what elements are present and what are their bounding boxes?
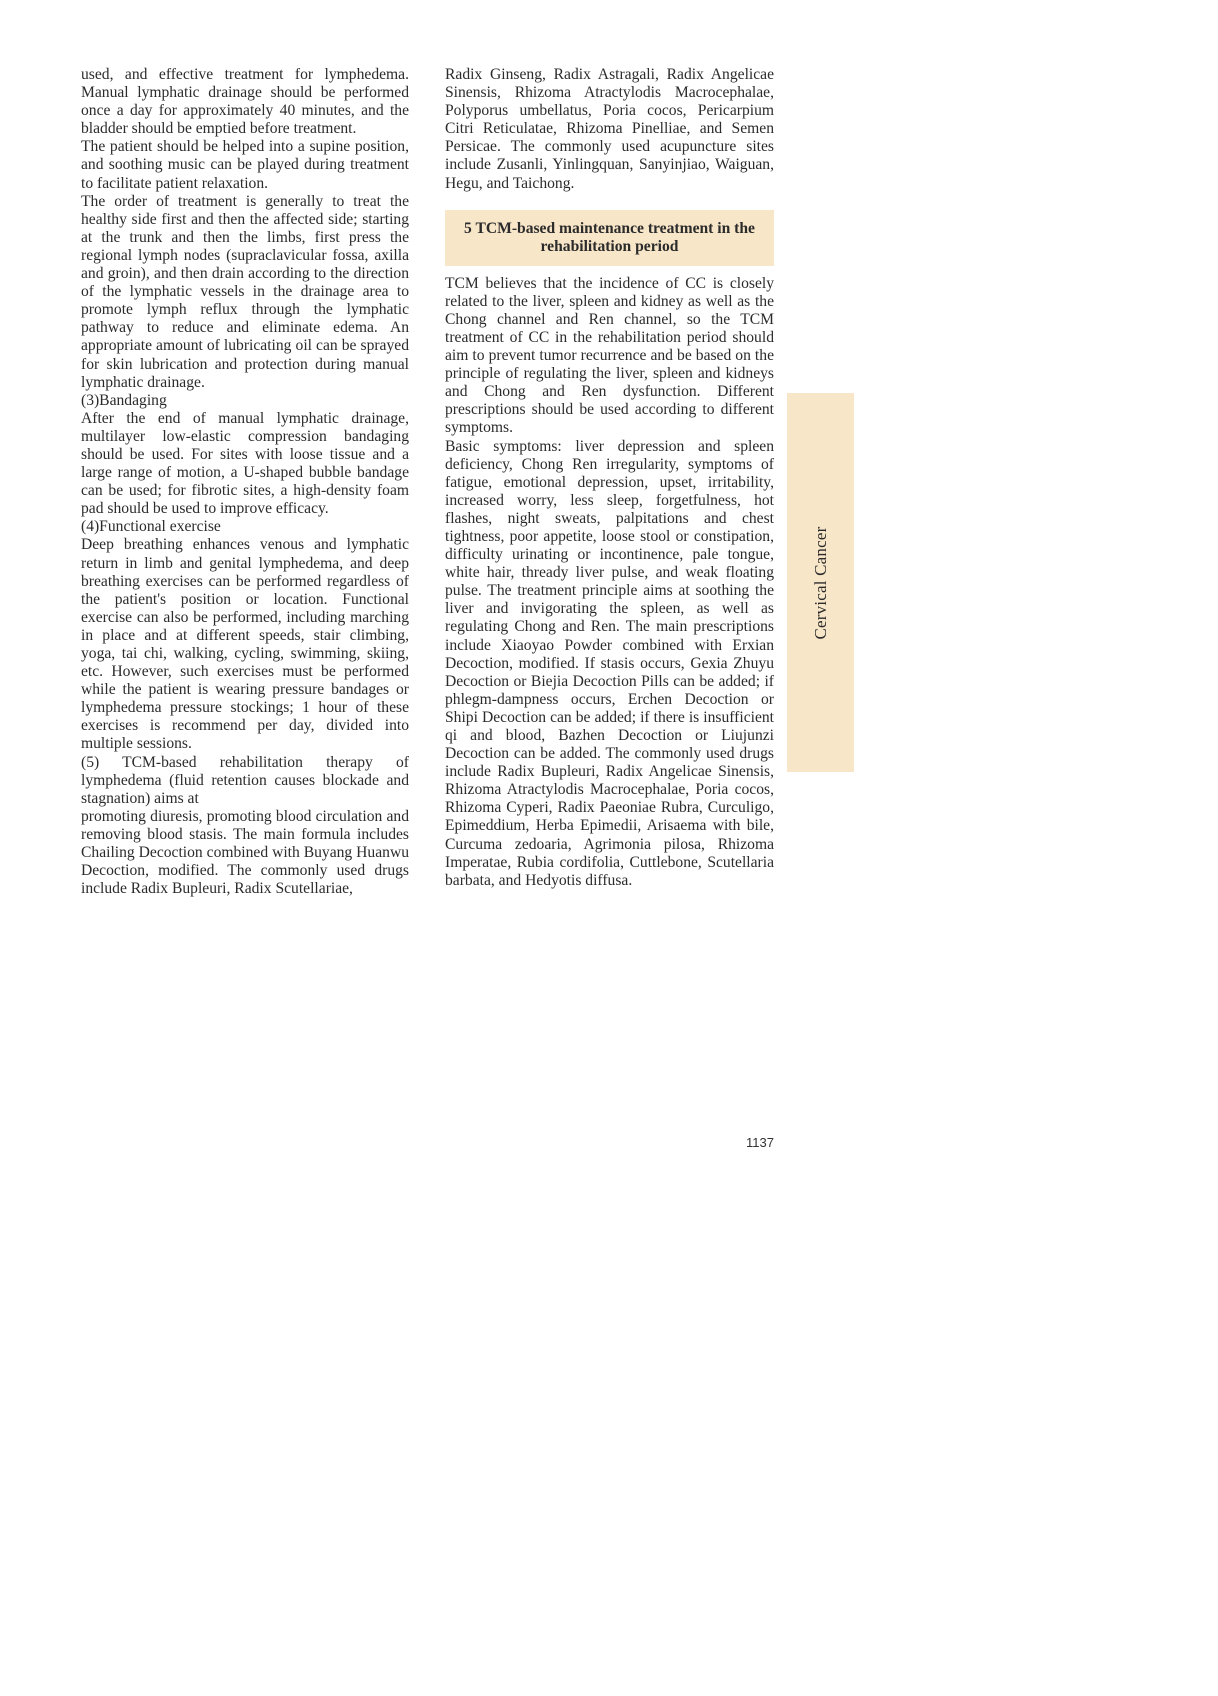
paragraph: The patient should be helped into a supine position, and soothing music can be played during treatment to facilitate patient relaxation. <box>81 138 409 192</box>
paragraph: Radix Ginseng, Radix Astragali, Radix Angelicae Sinensis, Rhizoma Atractylodis Macrocephalae, Polyporus umbellatus, Poria cocos, Pericarpium Citri Reticulatae, Rhizoma Pinelliae, and Semen Persicae. The commonly used acupuncture sites include Zusanli, Yinlingquan, Sanyinjiao, Waiguan, Hegu, and Taichong. <box>445 66 774 192</box>
paragraph: Basic symptoms: liver depression and spleen deficiency, Chong Ren irregularity, symptoms of fatigue, emotional depression, upset, irritability, increased worry, less sleep, forgetfulness, hot flashes, night sweats, palpitations and chest tightness, poor appetite, loose stool or constipation, difficulty urinating or incontinence, pale tongue, white hair, thready liver pulse, and weak floating pulse. The treatment principle aims at soothing the liver and invigorating the spleen, as well as regulating Chong and Ren. The main prescriptions include Xiaoyao Powder combined with Erxian Decoction, modified. If stasis occurs, Gexia Zhuyu Decoction or Biejia Decoction Pills can be added; if phlegm-dampness occurs, Erchen Decoction or Shipi Decoction can be added; if there is insufficient qi and blood, Bazhen Decoction or Liujunzi Decoction can be added. The commonly used drugs include Radix Bupleuri, Radix Angelicae Sinensis, Rhizoma Atractylodis Macrocephalae, Poria cocos, Rhizoma Cyperi, Radix Paeoniae Rubra, Curculigo, Epimeddium, Herba Epimedii, Arisaema with bile, Curcuma zedoaria, Agrimonia pilosa, Rhizoma Imperatae, Rubia cordifolia, Cuttlebone, Scutellaria barbata, and Hedyotis diffusa. <box>445 437 774 889</box>
chapter-side-tab <box>787 393 854 772</box>
subsection-heading: (4)Functional exercise <box>81 518 221 536</box>
paragraph: used, and effective treatment for lymphedema. Manual lymphatic drainage should be performed once a day for approximately 40 minutes, and the bladder should be emptied before treatment. <box>81 66 409 138</box>
right-text-column <box>445 66 774 890</box>
paragraph: (5) TCM-based rehabilitation therapy of lymphedema (fluid retention causes blockade and stagnation) aims at <box>81 753 409 807</box>
paragraph: After the end of manual lymphatic drainage, multilayer low-elastic compression bandaging should be used. For sites with loose tissue and a large range of motion, a U-shaped bubble bandage can be used; for fibrotic sites, a high-density foam pad should be used to improve efficacy. <box>81 409 409 518</box>
page-number: 1137 <box>746 1135 774 1150</box>
chapter-side-tab-label: Cervical Cancer <box>810 526 830 639</box>
section-heading: 5 TCM-based maintenance treatment in the rehabilitation period <box>464 219 755 256</box>
paragraph: TCM believes that the incidence of CC is closely related to the liver, spleen and kidney as well as the Chong channel and Ren channel, so the TCM treatment of CC in the rehabilitation period should aim to prevent tumor recurrence and be based on the principle of regulating the liver, spleen and kidneys and Chong and Ren dysfunction. Different prescriptions should be used according to different symptoms. <box>445 274 774 437</box>
paragraph: The order of treatment is generally to treat the healthy side first and then the affected side; starting at the trunk and then the limbs, first press the regional lymph nodes (supraclavicular fossa, axilla and groin), and then drain according to the direction of the lymphatic vessels in the drainage area to promote lymph reflux through the lymphatic pathway to reduce and eliminate edema. An appropriate amount of lubricating oil can be sprayed for skin lubrication and protection during manual lymphatic drainage. <box>81 192 409 391</box>
section-heading-box <box>445 210 774 266</box>
paragraph: Deep breathing enhances venous and lymphatic return in limb and genital lymphedema, and deep breathing exercises can be performed regardless of the patient's position or location. Functional exercise can also be performed, including marching in place and at different speeds, stair climbing, yoga, tai chi, walking, cycling, swimming, skiing, etc. However, such exercises must be performed while the patient is wearing pressure bandages or lymphedema pressure stockings; 1 hour of these exercises is recommend per day, divided into multiple sessions. <box>81 536 409 753</box>
paragraph: promoting diuresis, promoting blood circulation and removing blood stasis. The main formula includes Chailing Decoction combined with Buyang Huanwu Decoction, modified. The commonly used drugs include Radix Bupleuri, Radix Scutellariae, <box>81 807 409 898</box>
left-text-column <box>81 66 409 898</box>
subsection-heading: (3)Bandaging <box>81 391 167 409</box>
